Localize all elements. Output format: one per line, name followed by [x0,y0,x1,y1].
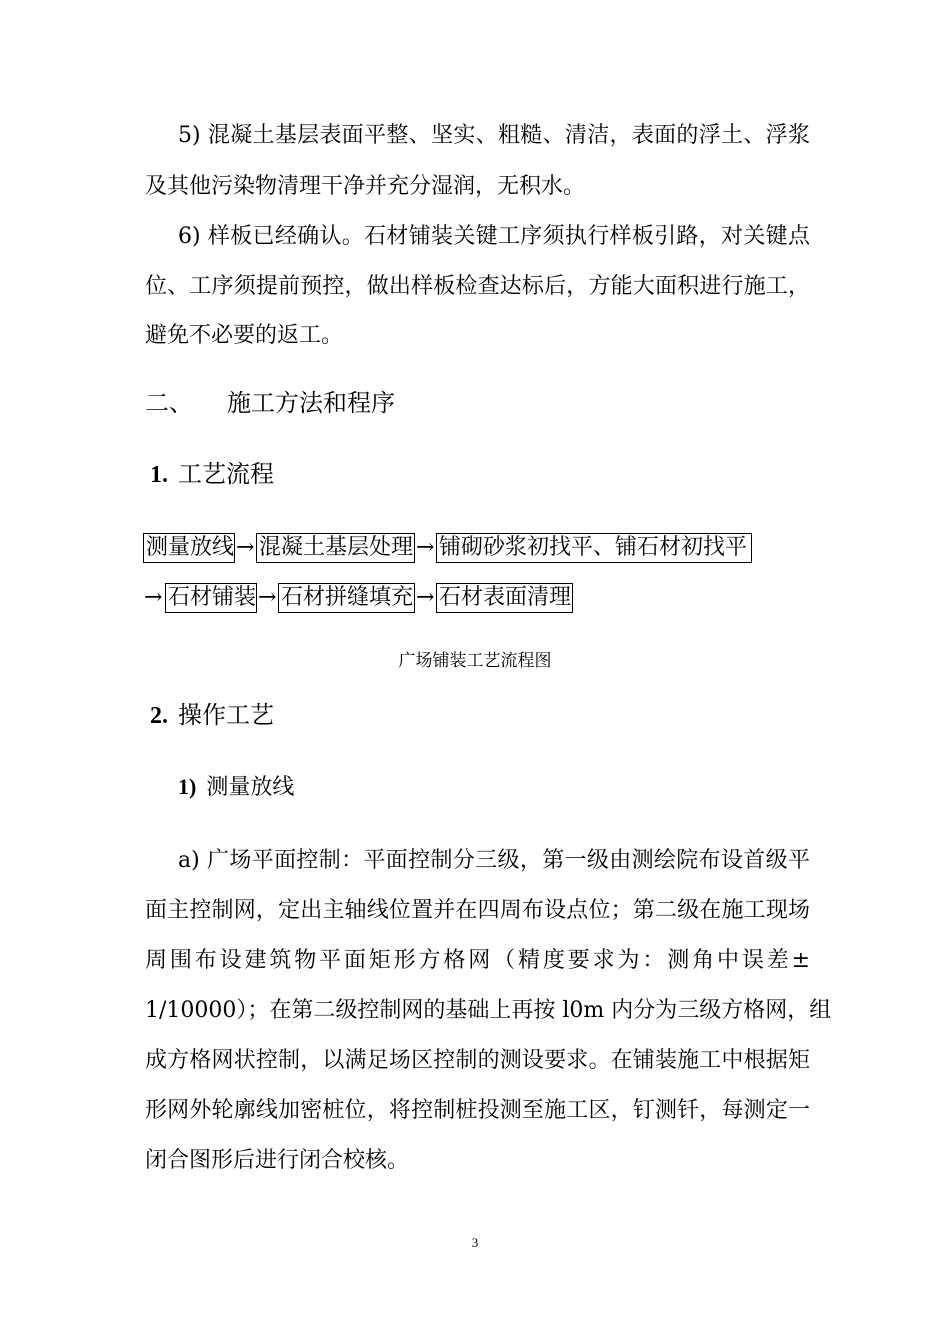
flow-box-surface-cleaning: 石材表面清理 [436,583,573,613]
flow-box-stone-paving: 石材铺装 [165,583,257,613]
section-heading [145,388,810,418]
section-number: 二、 [145,389,193,417]
subsubheading-1-title: 测量放线 [206,775,295,800]
subheading-1-title: 工艺流程 [178,460,274,488]
para-a-line2: 面主控制网，定出主轴线位置并在四周布设点位；第二级在施工现场 [145,898,810,923]
page-number: 3 [471,1235,479,1250]
para6-line3: 避免不必要的返工。 [145,323,344,348]
subheading-2 [150,700,815,731]
flow-box-mortar-leveling: 铺砌砂浆初找平、铺石材初找平 [436,533,752,563]
subheading-2-number: 2. [150,703,168,729]
para5-line1: 5) 混凝土基层表面平整、坚实、粗糙、清洁，表面的浮土、浮浆 [178,123,810,148]
flow-arrow-icon: → [416,535,435,560]
flow-arrow-icon: → [144,585,163,610]
para5-line2: 及其他污染物清理干净并充分湿润，无积水。 [145,174,586,199]
para-a-line1: a) 广场平面控制：平面控制分三级，第一级由测绘院布设首级平 [178,848,810,873]
flow-row-1 [0,533,950,565]
subsubheading-1-number: 1) [178,774,197,799]
flow-row-2 [0,583,950,615]
para-a-line6: 形网外轮廓线加密桩位，将控制桩投测至施工区，钉测钎，每测定一 [145,1098,810,1123]
para-a-line7: 闭合图形后进行闭合校核。 [145,1148,410,1173]
para-a-line4: 1/10000）；在第二级控制网的基础上再按 l0m 内分为三级方格网，组 [145,998,832,1023]
flow-box-joint-filling: 石材拼缝填充 [278,583,415,613]
para6-line2: 位、工序须提前预控，做出样板检查达标后，方能大面积进行施工， [145,274,810,299]
flow-arrow-icon: → [236,535,255,560]
para-a-line3: 周围布设建筑物平面矩形方格网（精度要求为：测角中误差± [145,948,810,973]
section-title: 施工方法和程序 [227,389,395,417]
subheading-1 [150,459,815,490]
flow-caption: 广场铺装工艺流程图 [398,651,552,671]
subsubheading-1 [178,772,843,803]
subheading-2-title: 操作工艺 [178,701,274,729]
flow-arrow-icon: → [416,585,435,610]
flow-box-survey: 测量放线 [143,533,235,563]
flow-arrow-icon: → [258,585,277,610]
flow-box-base-treatment: 混凝土基层处理 [256,533,415,563]
subheading-1-number: 1. [150,462,168,488]
para-a-line5: 成方格网状控制，以满足场区控制的测设要求。在铺装施工中根据矩 [145,1048,810,1073]
para6-line1: 6) 样板已经确认。石材铺装关键工序须执行样板引路，对关键点 [178,224,810,249]
